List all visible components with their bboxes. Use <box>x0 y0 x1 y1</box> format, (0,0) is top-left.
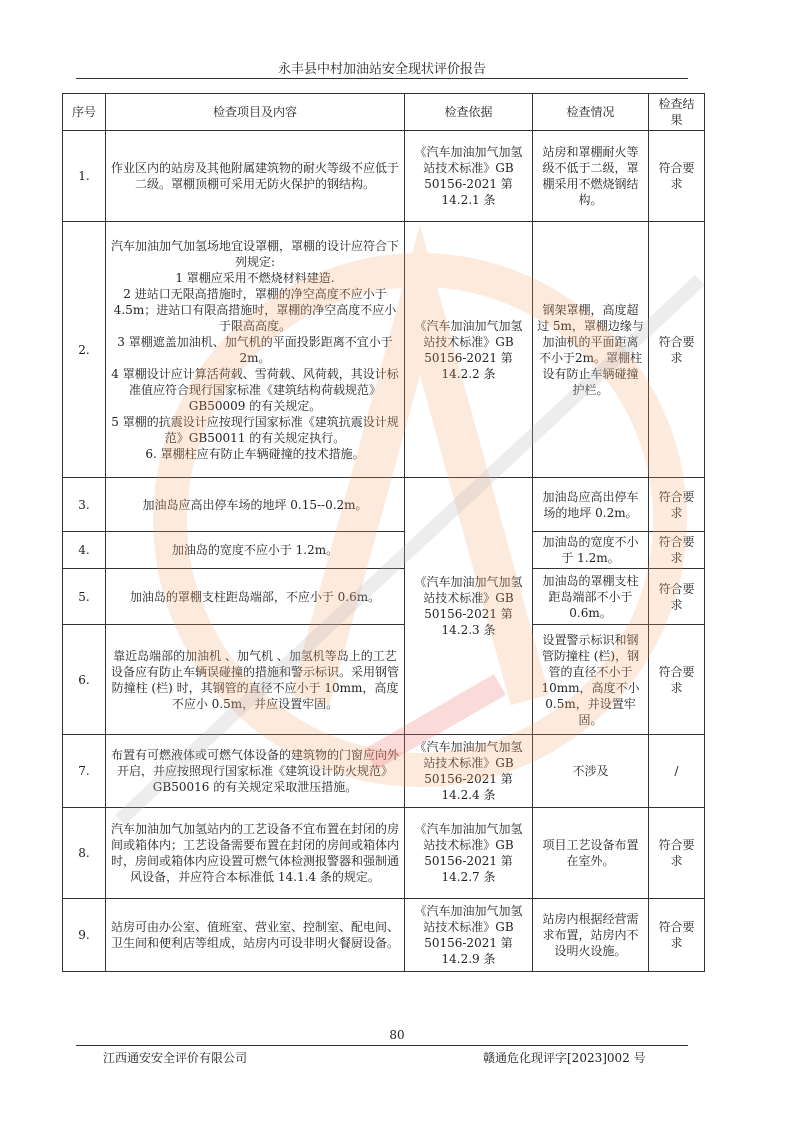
content-line: 布置有可燃液体或可燃气体设备的建筑物的门窗应向外开启，并应按照现行国家标准《建筑设计防火规范》GB50016 的有关规定采取泄压措施。 <box>110 748 399 794</box>
table-row <box>63 131 705 222</box>
check-status: 加油岛的罩棚支柱距岛端部不小于 0.6m。 <box>533 569 649 625</box>
check-status: 设置警示标识和钢管防撞柱 (栏)，钢管的直径不小于 10mm，高度不小 0.5m，并设置牢固。 <box>533 625 649 735</box>
content-line: 加油岛应高出停车场的地坪 0.15--0.2m。 <box>142 497 368 512</box>
check-content <box>106 899 405 972</box>
content-line: 靠近岛端部的加油机 、加气机 、加氢机等岛上的工艺设备应有防止车辆误碰撞的措施和警示标识。采用钢管防撞柱 (栏) 时，其钢管的直径不应小于 10mm，高度不应小 0.5m，并应设置牢固。 <box>110 648 399 711</box>
content-line: 2 进站口无限高措施时，罩棚的净空高度不应小于 4.5m；进站口有限高措施时，罩棚的净空高度不应小于限高高度。 <box>113 286 397 333</box>
content-line: 站房可由办公室、值班室、营业室、控制室、配电间、卫生间和便利店等组成，站房内可设非明火餐厨设备。 <box>110 920 399 950</box>
content-line: 汽车加油加气加氢场地宜设罩棚，罩棚的设计应符合下列规定: <box>110 238 399 269</box>
check-content <box>106 625 405 735</box>
column-header: 检查依据 <box>405 94 533 131</box>
check-basis: 《汽车加油加气加氢站技术标准》GB 50156-2021 第14.2.2 条 <box>405 222 533 478</box>
header-divider <box>76 78 688 79</box>
check-content <box>106 532 405 569</box>
content-line: 3 罩棚遮盖加油机、加气机的平面投影距离不宜小于 2m。 <box>117 334 393 365</box>
check-content <box>106 808 405 899</box>
check-content <box>106 478 405 532</box>
table-row <box>63 899 705 972</box>
check-content <box>106 735 405 808</box>
table-row <box>63 478 705 532</box>
row-number: 8. <box>63 808 106 899</box>
table-row <box>63 625 705 735</box>
content-line: 5 罩棚的抗震设计应按现行国家标准《建筑抗震设计规范》GB50011 的有关规定执行。 <box>111 414 399 445</box>
table-header-row <box>63 94 705 131</box>
row-number: 5. <box>63 569 106 625</box>
check-result: 符合要求 <box>649 569 705 625</box>
content-line: 1 罩棚应采用不燃烧材料建造. <box>175 270 335 285</box>
check-status: 加油岛应高出停车场的地坪 0.2m。 <box>533 478 649 532</box>
row-number: 2. <box>63 222 106 478</box>
row-number: 6. <box>63 625 106 735</box>
column-header: 检查项目及内容 <box>106 94 405 131</box>
page-number: 80 <box>389 1028 405 1042</box>
footer-divider <box>76 1045 688 1046</box>
inspection-table <box>62 93 705 972</box>
check-result: 符合要求 <box>649 478 705 532</box>
row-number: 4. <box>63 532 106 569</box>
footer-doc-code: 赣通危化现评字[2023]002 号 <box>483 1051 646 1065</box>
check-result: 符合要求 <box>649 625 705 735</box>
row-number: 1. <box>63 131 106 222</box>
content-line: 汽车加油加气加氢站内的工艺设备不宜布置在封闭的房间或箱体内；工艺设备需要布置在封闭的房间或箱体内时，房间或箱体内应设置可燃气体检测报警器和强制通风设备，并应符合本标准低 14.1.4 条的规定。 <box>110 822 399 884</box>
column-header: 序号 <box>63 94 106 131</box>
check-content <box>106 569 405 625</box>
check-status: 站房和罩棚耐火等级不低于二级，罩棚采用不燃烧钢结构。 <box>533 131 649 222</box>
table-row <box>63 532 705 569</box>
check-basis: 《汽车加油加气加氢站技术标准》GB 50156-2021 第14.2.7 条 <box>405 808 533 899</box>
check-result: 符合要求 <box>649 222 705 478</box>
content-line: 加油岛的罩棚支柱距岛端部，不应小于 0.6m。 <box>129 589 381 604</box>
check-result: 符合要求 <box>649 532 705 569</box>
check-basis: 《汽车加油加气加氢站技术标准》GB 50156-2021 第14.2.4 条 <box>405 735 533 808</box>
check-result: / <box>649 735 705 808</box>
check-status: 站房内根据经营需求布置，站房内不设明火设施。 <box>533 899 649 972</box>
check-status: 加油岛的宽度不小于 1.2m。 <box>533 532 649 569</box>
page-header-title: 永丰县中村加油站安全现状评价报告 <box>277 62 486 77</box>
check-result: 符合要求 <box>649 899 705 972</box>
row-number: 7. <box>63 735 106 808</box>
row-number: 3. <box>63 478 106 532</box>
content-line: 作业区内的站房及其他附属建筑物的耐火等级不应低于二级。罩棚顶棚可采用无防火保护的钢结构。 <box>110 161 399 191</box>
check-basis: 《汽车加油加气加氢站技术标准》GB 50156-2021 第14.2.9 条 <box>405 899 533 972</box>
content-line: 加油岛的宽度不应小于 1.2m。 <box>171 543 339 557</box>
table-row <box>63 569 705 625</box>
check-status: 不涉及 <box>533 735 649 808</box>
footer-company: 江西通安安全评价有限公司 <box>103 1051 248 1065</box>
table-row <box>63 808 705 899</box>
row-number: 9. <box>63 899 106 972</box>
check-content <box>106 131 405 222</box>
check-basis: 《汽车加油加气加氢站技术标准》GB 50156-2021 第14.2.1 条 <box>405 131 533 222</box>
column-header: 检查情况 <box>533 94 649 131</box>
table-row <box>63 735 705 808</box>
content-line: 4 罩棚设计应计算活荷载、雪荷载、风荷载，其设计标准值应符合现行国家标准《建筑结构荷载规范》GB50009 的有关规定。 <box>111 366 399 413</box>
table-row <box>63 222 705 478</box>
content-line: 6. 罩棚柱应有防止车辆碰撞的技术措施。 <box>145 446 365 461</box>
check-result: 符合要求 <box>649 808 705 899</box>
check-content <box>106 222 405 478</box>
check-status: 钢架罩棚，高度超过 5m，罩棚边缘与加油机的平面距离不小于2m。罩棚柱设有防止车辆碰撞护栏。 <box>533 222 649 478</box>
column-header: 检查结果 <box>649 94 705 131</box>
check-status: 项目工艺设备布置在室外。 <box>533 808 649 899</box>
check-result: 符合要求 <box>649 131 705 222</box>
check-basis: 《汽车加油加气加氢站技术标准》GB 50156-2021 第14.2.3 条 <box>405 478 533 735</box>
